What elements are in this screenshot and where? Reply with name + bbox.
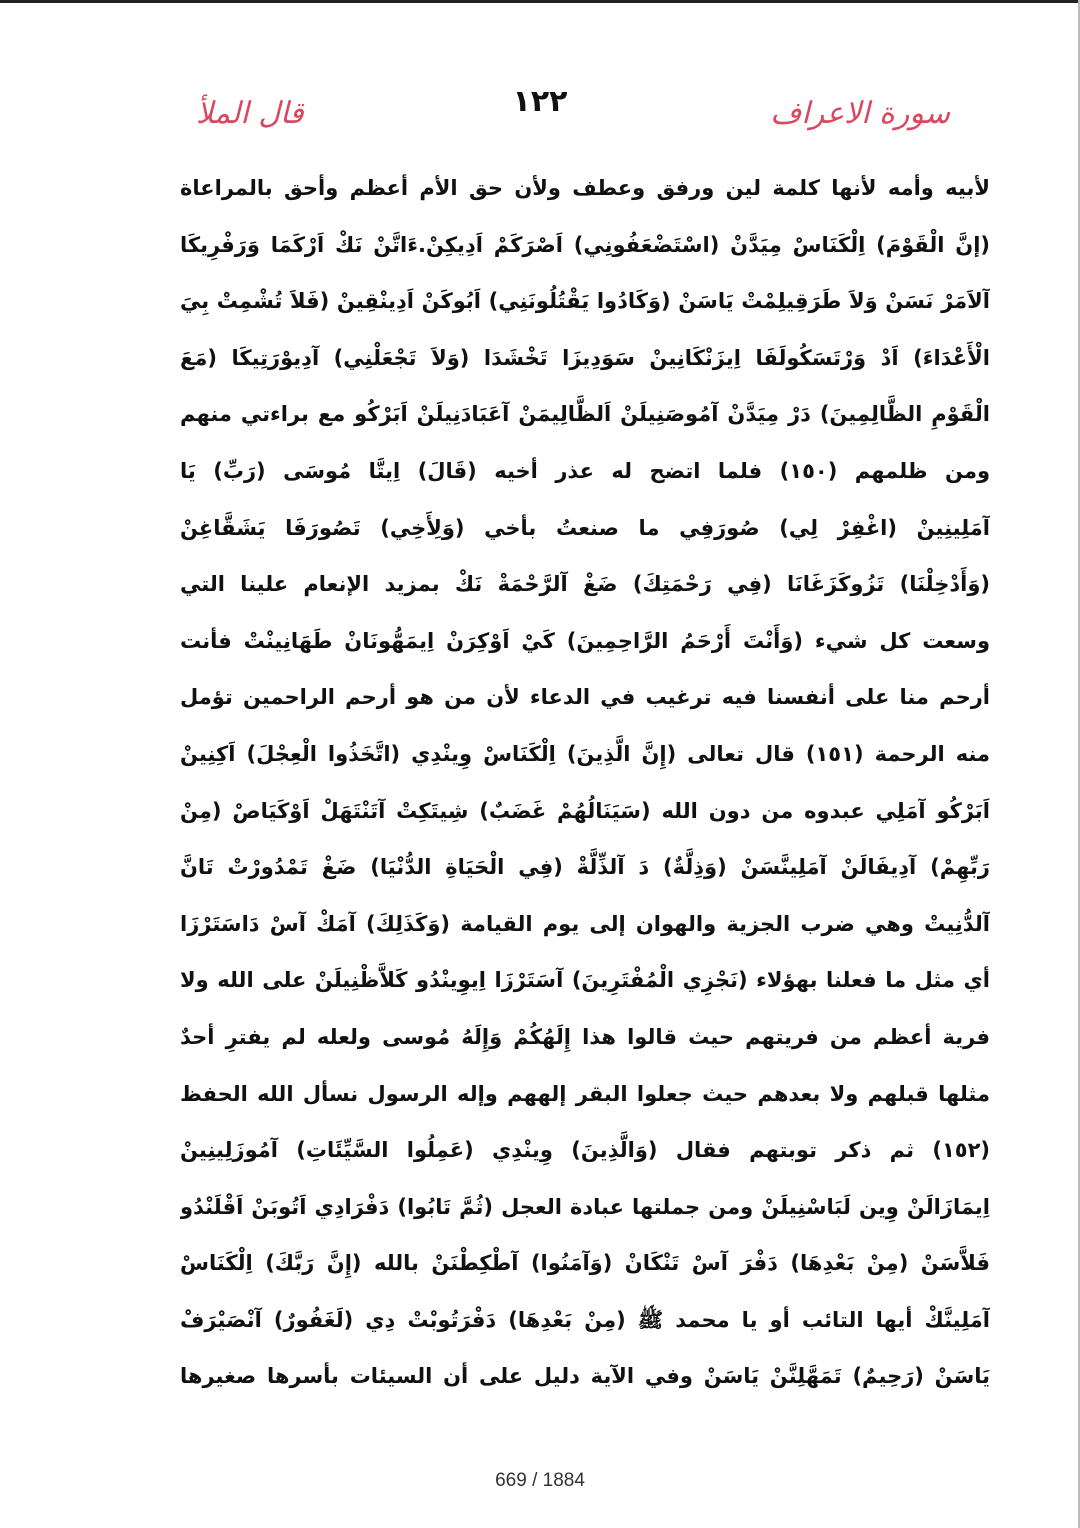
text-line: رَبِّهِمْ) آدِيفَالَنْ آمَلِينَّسَنْ (وَذِلَّةٌ) دَ آلذِّلَّةْ (فِي الْحَيَاةِ الدُّنْيَا) ضَغْ تَمْدُورْتْ تَانَّ: [180, 855, 990, 880]
text-line: آمَلِينَّكْ أيها التائب أو يا محمد ﷺ (مِنْ بَعْدِهَا) دَفْرَتُوبْتْ دِي (لَغَفُورٌ) آنْصَيْرَفْ: [180, 1307, 990, 1332]
text-line: (١٥٢) ثم ذكر توبتهم فقال (وَالَّذِينَ) وِينْدِي (عَمِلُوا السَّيِّئَاتِ) آمُوزَلِينِينْ: [180, 1138, 990, 1163]
text-line: منه الرحمة (١٥١) قال تعالى (إِنَّ الَّذِينَ) اِلْكَنَاسْ وِينْدِي (اتَّخَذُوا الْعِجْلَ) اَكِنِينْ: [180, 741, 990, 766]
text-line: آمَلِينِينْ (اغْفِرْ لِي) صُورَفِي ما صنعتُ بأخي (وَلِأَخِي) تَصُورَفَا يَشَقَّاغِنْ: [180, 515, 990, 540]
text-line: الْقَوْمِ الظَّالِمِينَ) دَرْ مِيَدَّنْ آمُوصَنِيلَنْ اَلظَّالِيمَنْ آعَبَادَنِيلَنْ اَبَرْكُو مع براءتي منهم: [180, 402, 990, 427]
text-line: الْأَعْدَاءَ) اَدْ وَرْتَسَكُولَفَا اِيزَنْكَانِينْ سَوَدِيزَا تَخْشَدَا (وَلاَ تَجْعَلْنِي) آدِيوْرَتِيكَا (مَعَ: [180, 345, 990, 370]
text-line: أي مثل ما فعلنا بهؤلاء (نَجْزِي الْمُفْتَرِينَ) آسَتَرْزَا اِيوِينْدُو كَلاَّظْنِيلَنْ على الله ولا: [180, 968, 990, 993]
text-line: فرية أعظم من فريتهم حيث قالوا هذا إِلَهُكُمْ وَإِلَهُ مُوسى ولعله لم يفترِ أحدٌ: [180, 1024, 990, 1049]
text-line: (وَأَدْخِلْنَا) تَزُوكَزَغَانَا (فِي رَحْمَتِكَ) ضَغْ آلرَّحْمَةْ نَكْ بمزيد الإنعام علينا التي: [180, 572, 990, 597]
text-line: (إنَّ الْقَوْمَ) اِلْكَنَاسْ مِيَدَّنْ (اسْتَضْعَفُونِي) اَصْرَكَمْ اَدِيكِنْ.ءَاتَّنْ نَكْ اَرْكَمَا وَرَفْرِيكَا: [180, 232, 990, 257]
text-line: اِيمَازَالَنْ وِين لَبَاسْنِيلَنْ ومن جملتها عبادة العجل (ثُمَّ تَابُوا) دَفْرَادِي اَتُوبَنْ اَقْلَنْدُو: [180, 1194, 990, 1219]
text-line: وسعت كل شيء (وَأَنْتَ أَرْحَمُ الرَّاحِمِينَ) كَيْ اَوْكِرَنْ اِيمَهُّونَانْ طَهَانِينْتْ فأنت: [180, 628, 990, 653]
text-line: آلدُّنِيتْ وهي ضرب الجزية والهوان إلى يوم القيامة (وَكَذَلِكَ) آمَكْ آسْ دَاسَتَرْزَا: [180, 911, 990, 936]
text-line: اَبَرْكُو آمَلِي عبدوه من دون الله (سَيَنَالُهُمْ غَضَبٌ) شِيتَكِتْ آتَنْتَهَلْ اَوْكَيَاصْ (مِنْ: [180, 798, 990, 823]
page-body-text: [180, 160, 990, 1405]
handwritten-juz-note: قال الملأ: [196, 96, 304, 131]
text-line: فَلاَّسَنْ (مِنْ بَعْدِهَا) دَفْرَ آسْ تَنْكَانْ (وَآمَنُوا) آطْكِطْنَنْ بالله (إِنَّ رَبَّكَ) اِلْكَنَاسْ: [180, 1251, 990, 1276]
page-counter: 669 / 1884: [495, 1470, 585, 1491]
text-line: مثلها قبلهم ولا بعدهم حيث جعلوا البقر إلههم وإله الرسول نسأل الله الحفظ: [180, 1081, 990, 1106]
text-line: لأبيه وأمه لأنها كلمة لين ورفق وعطف ولأن حق الأم أعظم وأحق بالمراعاة: [180, 176, 990, 200]
top-border: [0, 0, 1080, 3]
text-line: ومن ظلمهم (١٥٠) فلما اتضح له عذر أخيه (قَالَ) اِيتَّا مُوسَى (رَبِّ) يَا: [180, 458, 990, 483]
page-number: ١٢٢: [512, 84, 568, 119]
text-line: أرحم منا على أنفسنا فيه ترغيب في الدعاء لأن من هو أرحم الراحمين تؤمل: [180, 685, 990, 710]
text-line: يَاسَنْ (رَحِيمٌ) تَمَهَّلِنَّنْ يَاسَنْ وفي الآية دليل على أن السيئات بأسرها صغيرها: [180, 1364, 990, 1389]
text-line: آلاَمَرْ نَسَنْ وَلاَ طَرَقِيلِمْتْ يَاسَنْ (وَكَادُوا يَقْتُلُونَنِي) اَبُوكَنْ اَدِينْقِينْ (فَلاَ تُشْمِتْ بِيَ: [180, 289, 990, 314]
handwritten-surah-note: سورة الاعراف: [770, 96, 950, 131]
